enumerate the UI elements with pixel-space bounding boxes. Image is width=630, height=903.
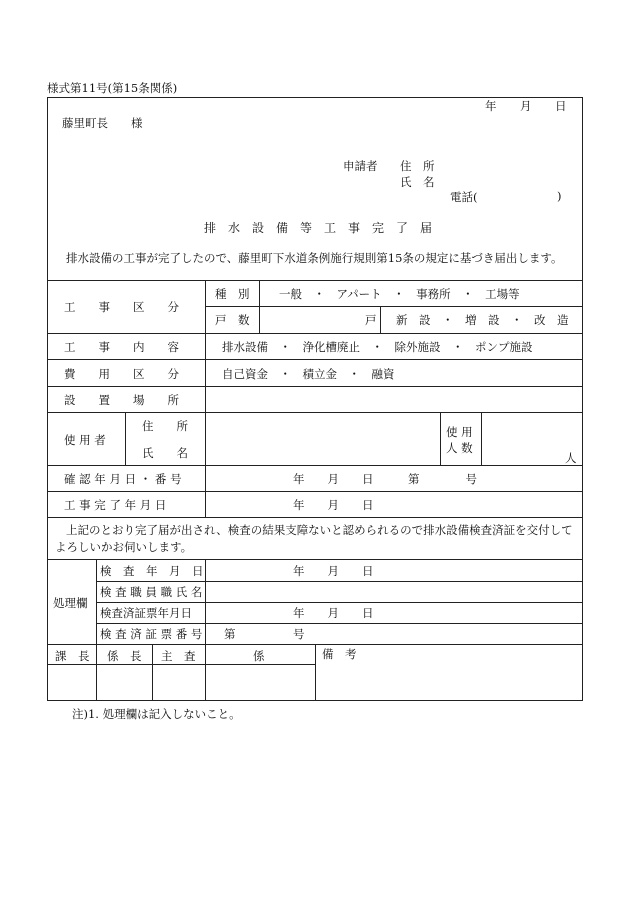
processing-item-value: 第 号 bbox=[224, 627, 305, 641]
row-line-5 bbox=[47, 412, 583, 413]
construction-class-label: 工 事 区 分 bbox=[64, 300, 179, 314]
confirm-value: 年 月 日 第 号 bbox=[293, 472, 477, 486]
units-label: 戸 数 bbox=[215, 313, 250, 327]
remarks-label: 備 考 bbox=[322, 647, 357, 661]
form-number: 様式第11号(第15条関係) bbox=[47, 81, 178, 95]
frame-bottom bbox=[47, 700, 583, 701]
type-label: 種 別 bbox=[215, 287, 250, 301]
user-count-unit: 人 bbox=[565, 451, 577, 465]
row-line-8 bbox=[47, 517, 583, 518]
stamp-supervisor: 主 査 bbox=[161, 649, 196, 663]
intro-text: 排水設備の工事が完了したので、藤里町下水道条例施行規則第15条の規定に基づき届出します。 bbox=[66, 251, 563, 265]
col-line-count-r bbox=[481, 412, 482, 465]
user-count-label-1: 使 用 bbox=[446, 425, 473, 439]
row-line-6 bbox=[47, 465, 583, 466]
stamp-unit-chief: 係 長 bbox=[107, 649, 142, 663]
row-line-1 bbox=[47, 280, 583, 281]
row-line-12 bbox=[96, 623, 583, 624]
frame-top bbox=[47, 97, 583, 98]
approval-text-2: よろしいかお伺いします。 bbox=[55, 540, 193, 554]
document-title: 排 水 設 備 等 工 事 完 了 届 bbox=[204, 221, 433, 235]
col-line-stamp2 bbox=[152, 644, 153, 700]
row-line-10 bbox=[96, 581, 583, 582]
row-line-2 bbox=[47, 333, 583, 334]
col-line-proc bbox=[96, 559, 97, 700]
processing-item-label: 検 査 職 員 職 氏 名 bbox=[100, 585, 203, 599]
build-options: 新 設 ・ 増 設 ・ 改 造 bbox=[396, 313, 569, 327]
user-name-label: 氏 名 bbox=[142, 446, 188, 460]
footnote: 注)1. 処理欄は記入しないこと。 bbox=[72, 707, 241, 721]
date-day: 日 bbox=[555, 99, 567, 113]
content-label: 工 事 内 容 bbox=[64, 340, 179, 354]
col-line-stamp4 bbox=[315, 644, 316, 700]
stamp-staff: 係 bbox=[253, 649, 265, 663]
cost-label: 費 用 区 分 bbox=[64, 367, 179, 381]
user-address-label: 住 所 bbox=[142, 419, 188, 433]
row-line-7 bbox=[47, 491, 583, 492]
row-line-11 bbox=[96, 602, 583, 603]
cost-options: 自己資金 ・ 積立金 ・ 融資 bbox=[222, 367, 395, 381]
applicant-phone-close: ) bbox=[557, 189, 562, 203]
user-label: 使 用 者 bbox=[64, 433, 106, 447]
approval-text-1: 上記のとおり完了届が出され、検査の結果支障ないと認められるので排水設備検査済証を交付して bbox=[66, 523, 573, 537]
col-line-build bbox=[380, 306, 381, 333]
row-line-14 bbox=[47, 664, 315, 665]
col-line-count-l bbox=[440, 412, 441, 465]
addressee: 藤里町長 様 bbox=[62, 116, 143, 130]
date-month: 月 bbox=[520, 99, 532, 113]
user-count-label-2: 人 数 bbox=[446, 441, 473, 455]
processing-item-label: 検 査 済 証 票 番 号 bbox=[100, 627, 203, 641]
complete-value: 年 月 日 bbox=[293, 498, 374, 512]
applicant-address-label: 住 所 bbox=[400, 159, 435, 173]
type-options: 一般 ・ アパート ・ 事務所 ・ 工場等 bbox=[279, 287, 520, 301]
processing-label: 処理欄 bbox=[53, 596, 88, 610]
applicant-label: 申請者 bbox=[343, 159, 378, 173]
units-suffix: 戸 bbox=[365, 313, 377, 327]
col-line-user bbox=[125, 412, 126, 465]
row-line-4 bbox=[47, 386, 583, 387]
row-line-1b bbox=[205, 306, 583, 307]
confirm-label: 確 認 年 月 日 ・ 番 号 bbox=[64, 472, 182, 486]
col-line-type bbox=[259, 280, 260, 333]
date-year: 年 bbox=[485, 99, 497, 113]
stamp-section-chief: 課 長 bbox=[55, 649, 90, 663]
applicant-phone-label: 電話( bbox=[450, 190, 478, 204]
row-line-3 bbox=[47, 359, 583, 360]
row-line-9 bbox=[47, 559, 583, 560]
complete-label: 工 事 完 了 年 月 日 bbox=[64, 498, 167, 512]
content-options: 排水設備 ・ 浄化槽廃止 ・ 除外施設 ・ ポンプ施設 bbox=[222, 340, 533, 354]
processing-item-label: 検 査 年 月 日 bbox=[100, 564, 204, 578]
processing-item-value: 年 月 日 bbox=[293, 606, 374, 620]
applicant-name-label: 氏 名 bbox=[400, 175, 435, 189]
col-line-proc2 bbox=[205, 559, 206, 700]
col-line-main bbox=[205, 280, 206, 517]
processing-item-value: 年 月 日 bbox=[293, 564, 374, 578]
frame-right bbox=[582, 97, 583, 700]
location-label: 設 置 場 所 bbox=[64, 393, 179, 407]
processing-item-label: 検査済証票年月日 bbox=[100, 606, 192, 620]
frame-left bbox=[47, 97, 48, 700]
